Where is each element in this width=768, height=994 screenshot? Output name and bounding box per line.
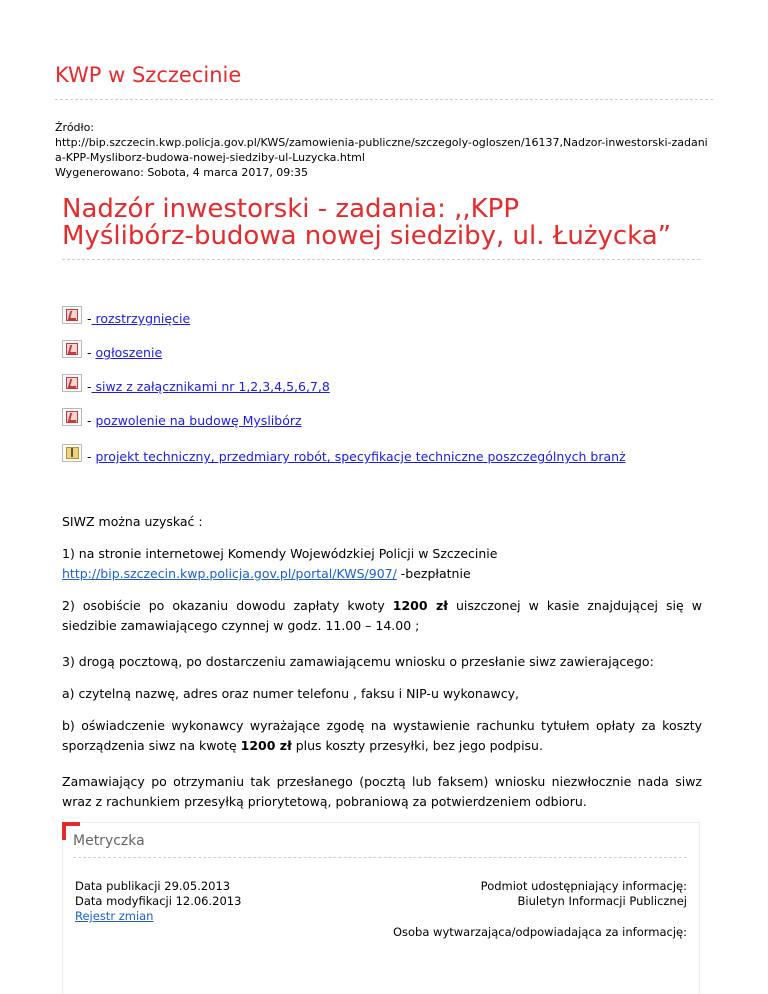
pdf-icon	[62, 408, 82, 426]
attachment-link-ogloszenie[interactable]: ogłoszenie	[95, 345, 163, 360]
paragraph-b-after: plus koszty przesyłki, bez jego podpisu.	[291, 738, 543, 753]
pdf-icon	[62, 374, 82, 392]
document-title	[62, 196, 722, 250]
metryczka-panel	[62, 822, 700, 994]
generated-date: Wygenerowano: Sobota, 4 marca 2017, 09:35	[55, 166, 309, 179]
paragraph-2-amount: 1200 zł	[392, 598, 448, 613]
publication-date: Data publikacji 29.05.2013	[75, 879, 231, 893]
attachment-link-pozwolenie[interactable]: pozwolenie na budowę Myslibórz	[95, 413, 302, 428]
author-label: Osoba wytwarzająca/odpowiadająca za informację:	[392, 925, 687, 939]
intro-paragraph: SIWZ można uzyskać :	[62, 514, 203, 529]
paragraph-b	[62, 716, 702, 756]
bip-portal-link[interactable]: http://bip.szczecin.kwp.policja.gov.pl/portal/KWS/907/	[62, 566, 397, 581]
paragraph-1-suffix: -bezpłatnie	[396, 566, 471, 581]
title-divider	[62, 259, 700, 260]
site-title: KWP w Szczecinie	[55, 63, 242, 87]
paragraph-1	[62, 544, 702, 584]
attachment-link-siwz[interactable]: siwz z załącznikami nr 1,2,3,4,5,6,7,8	[91, 379, 330, 394]
metryczka-title: Metryczka	[73, 833, 145, 849]
paragraph-final: Zamawiający po otrzymaniu tak przesłanego (pocztą lub faksem) wniosku niezwłocznie nada siwz wraz z rachunkiem przesyłką priorytetową, pobraniową za potwierdzeniem odbioru.	[62, 774, 702, 809]
metryczka-divider	[73, 857, 687, 858]
paragraph-1-text: 1) na stronie internetowej Komendy Wojewódzkiej Policji w Szczecinie	[62, 546, 498, 561]
paragraph-b-before: b) oświadczenie wykonawcy wyrażające zgodę na wystawienie rachunku tytułem opłaty za koszty sporządzenia siwz na kwotę	[62, 718, 702, 753]
source-block	[55, 120, 735, 180]
paragraph-b-amount: 1200 zł	[240, 738, 292, 753]
paragraph-2-after: uiszczonej w kasie znajdującej się w siedzibie zamawiającego czynnej w godz. 11.00 – 14.00 ;	[62, 598, 702, 633]
attachment-separator: -	[87, 379, 92, 394]
pdf-icon	[62, 306, 82, 324]
source-url-line2: a-KPP-Mysliborz-budowa-nowej-siedziby-ul-Luzycka.html	[55, 151, 365, 164]
paragraph-2	[62, 596, 702, 636]
header-divider	[55, 99, 713, 100]
provider-label: Podmiot udostępniający informację:	[480, 879, 687, 893]
provider-value: Biuletyn Informacji Publicznej	[517, 894, 687, 908]
attachment-separator: -	[87, 345, 92, 360]
attachment-link-projekt-techniczny[interactable]: projekt techniczny, przedmiary robót, specyfikacje techniczne poszczególnych branż	[95, 449, 626, 464]
attachment-separator: -	[87, 413, 92, 428]
pdf-icon	[62, 340, 82, 358]
metryczka-dates	[75, 879, 241, 924]
paragraph-a: a) czytelną nazwę, adres oraz numer telefonu , faksu i NIP-u wykonawcy,	[62, 686, 519, 701]
zip-icon	[62, 444, 82, 462]
metryczka-provider	[393, 879, 687, 940]
panel-corner-accent	[62, 822, 66, 840]
document-title-line1: Nadzór inwestorski - zadania: ,,KPP	[62, 194, 520, 224]
changelog-link[interactable]: Rejestr zmian	[75, 909, 154, 923]
attachment-separator: -	[87, 311, 92, 326]
paragraph-3: 3) drogą pocztową, po dostarczeniu zamawiającemu wniosku o przesłanie siwz zawierającego:	[62, 654, 654, 669]
attachment-link-rozstrzygniecie[interactable]: rozstrzygnięcie	[91, 311, 191, 326]
paragraph-2-before: 2) osobiście po okazaniu dowodu zapłaty kwoty	[62, 598, 393, 613]
document-title-line2: Myślibórz-budowa nowej siedziby, ul. Łużycka”	[62, 221, 672, 251]
source-url-line1: http://bip.szczecin.kwp.policja.gov.pl/KWS/zamowienia-publiczne/szczegoly-ogloszen/16137,Nadzor-inwestorski-zadani	[55, 136, 708, 149]
source-label: Źródło:	[55, 121, 95, 134]
modification-date: Data modyfikacji 12.06.2013	[75, 894, 242, 908]
attachment-separator: -	[87, 449, 92, 464]
